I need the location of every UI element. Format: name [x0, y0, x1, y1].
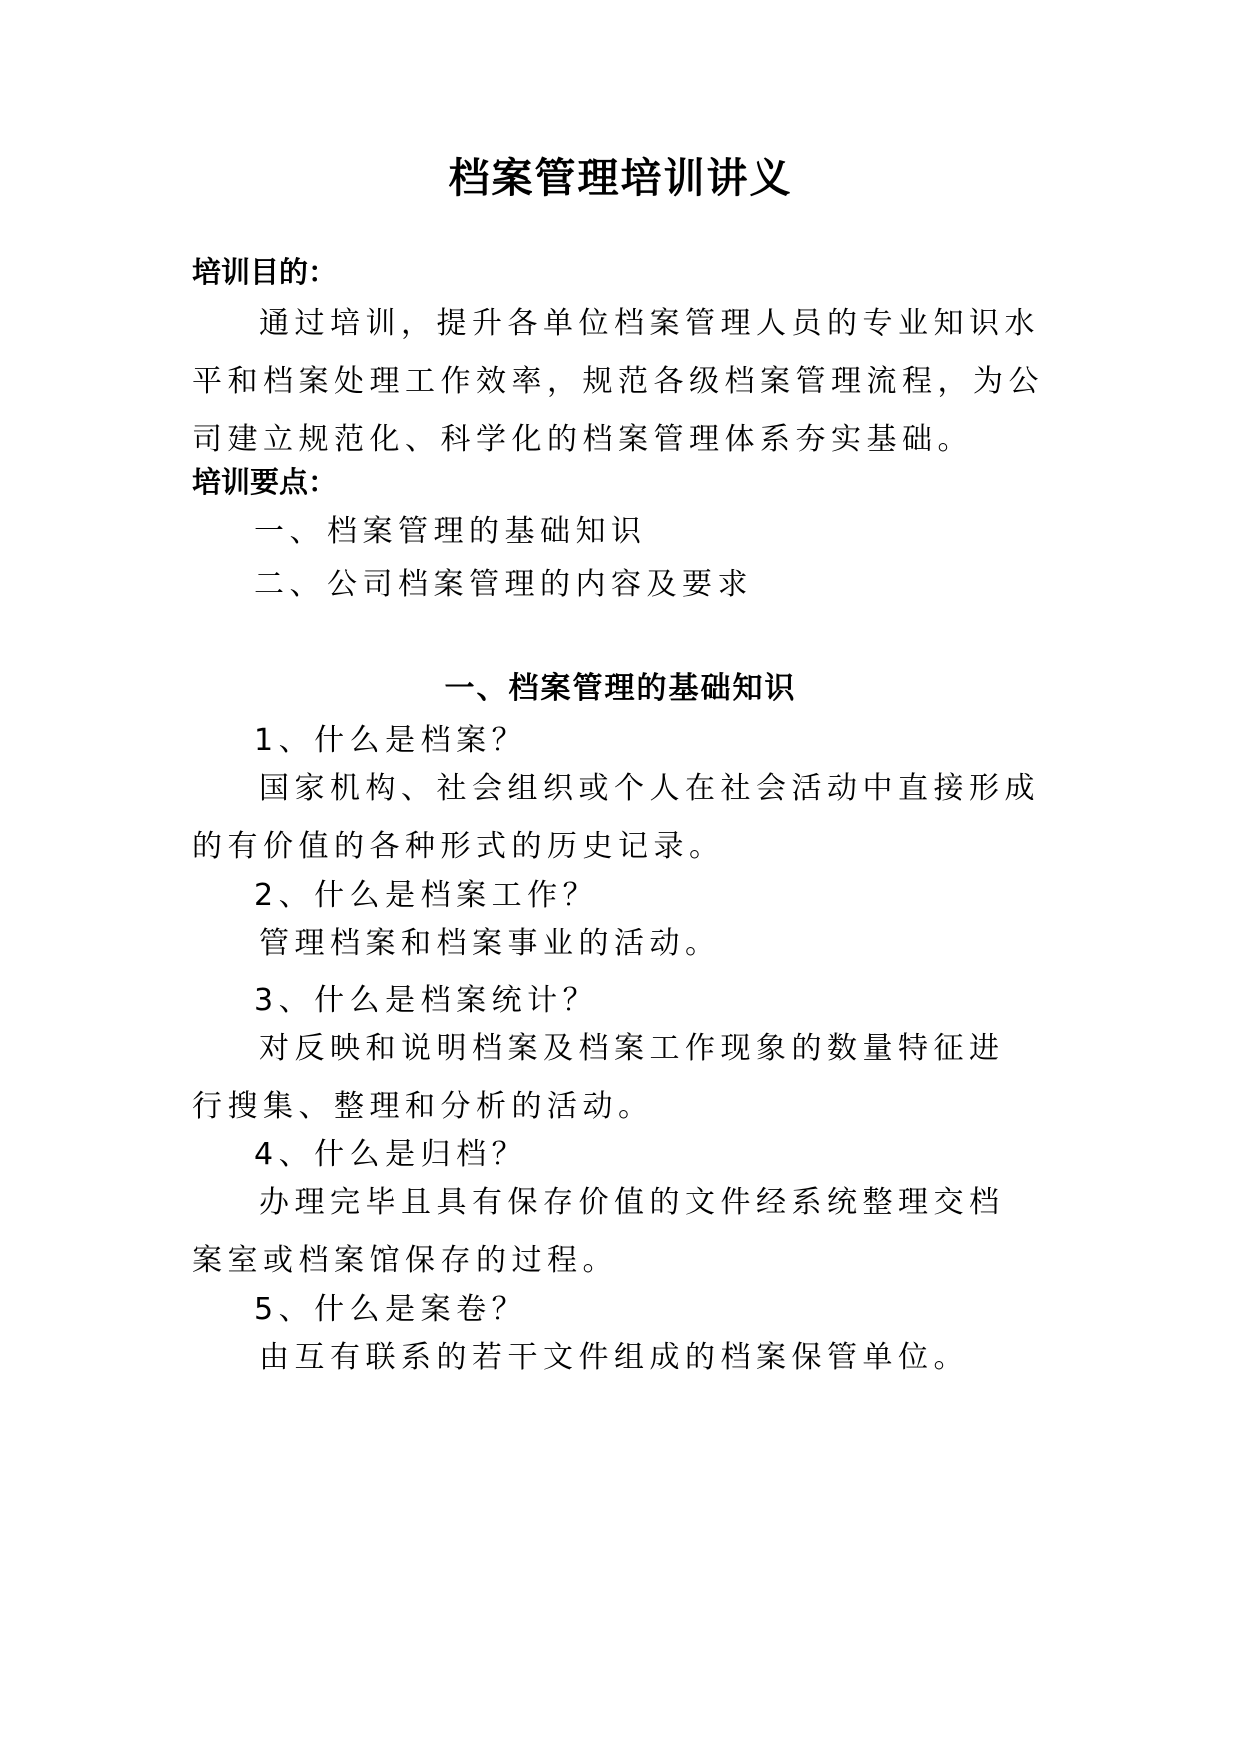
- question: 5、什么是案卷？: [254, 1292, 528, 1327]
- answer: 国家机构、社会组织或个人在社会活动中直接形成的有价值的各种形式的历史记录。: [192, 771, 1040, 864]
- answer: 对反映和说明档案及档案工作现象的数量特征进行搜集、整理和分析的活动。: [192, 1031, 1005, 1124]
- key-point-item: [254, 565, 753, 605]
- question: 1、什么是档案？: [254, 723, 528, 758]
- key-point-text: 档案管理的基础知识: [327, 514, 647, 549]
- key-points-heading: 培训要点：: [192, 465, 338, 499]
- question: 3、什么是档案统计？: [254, 983, 599, 1018]
- document-title: 档案管理培训讲义: [448, 154, 793, 202]
- answer: 办理完毕且具有保存价值的文件经系统整理交档案室或档案馆保存的过程。: [192, 1185, 1005, 1278]
- purpose-body: 通过培训，提升各单位档案管理人员的专业知识水平和档案处理工作效率，规范各级档案管理流程，为公司建立规范化、科学化的档案管理体系夯实基础。: [192, 306, 1044, 457]
- key-point-text: 公司档案管理的内容及要求: [327, 567, 753, 602]
- key-point-number: 二、: [254, 567, 325, 602]
- purpose-heading: 培训目的：: [192, 255, 338, 289]
- answer: 由互有联系的若干文件组成的档案保管单位。: [259, 1340, 969, 1375]
- answer: 管理档案和档案事业的活动。: [259, 926, 721, 961]
- key-point-number: 一、: [254, 514, 325, 549]
- question: 4、什么是归档？: [254, 1137, 528, 1172]
- section1-heading: 一、档案管理的基础知识: [444, 671, 797, 706]
- key-point-item: [254, 512, 647, 552]
- question: 2、什么是档案工作？: [254, 878, 599, 913]
